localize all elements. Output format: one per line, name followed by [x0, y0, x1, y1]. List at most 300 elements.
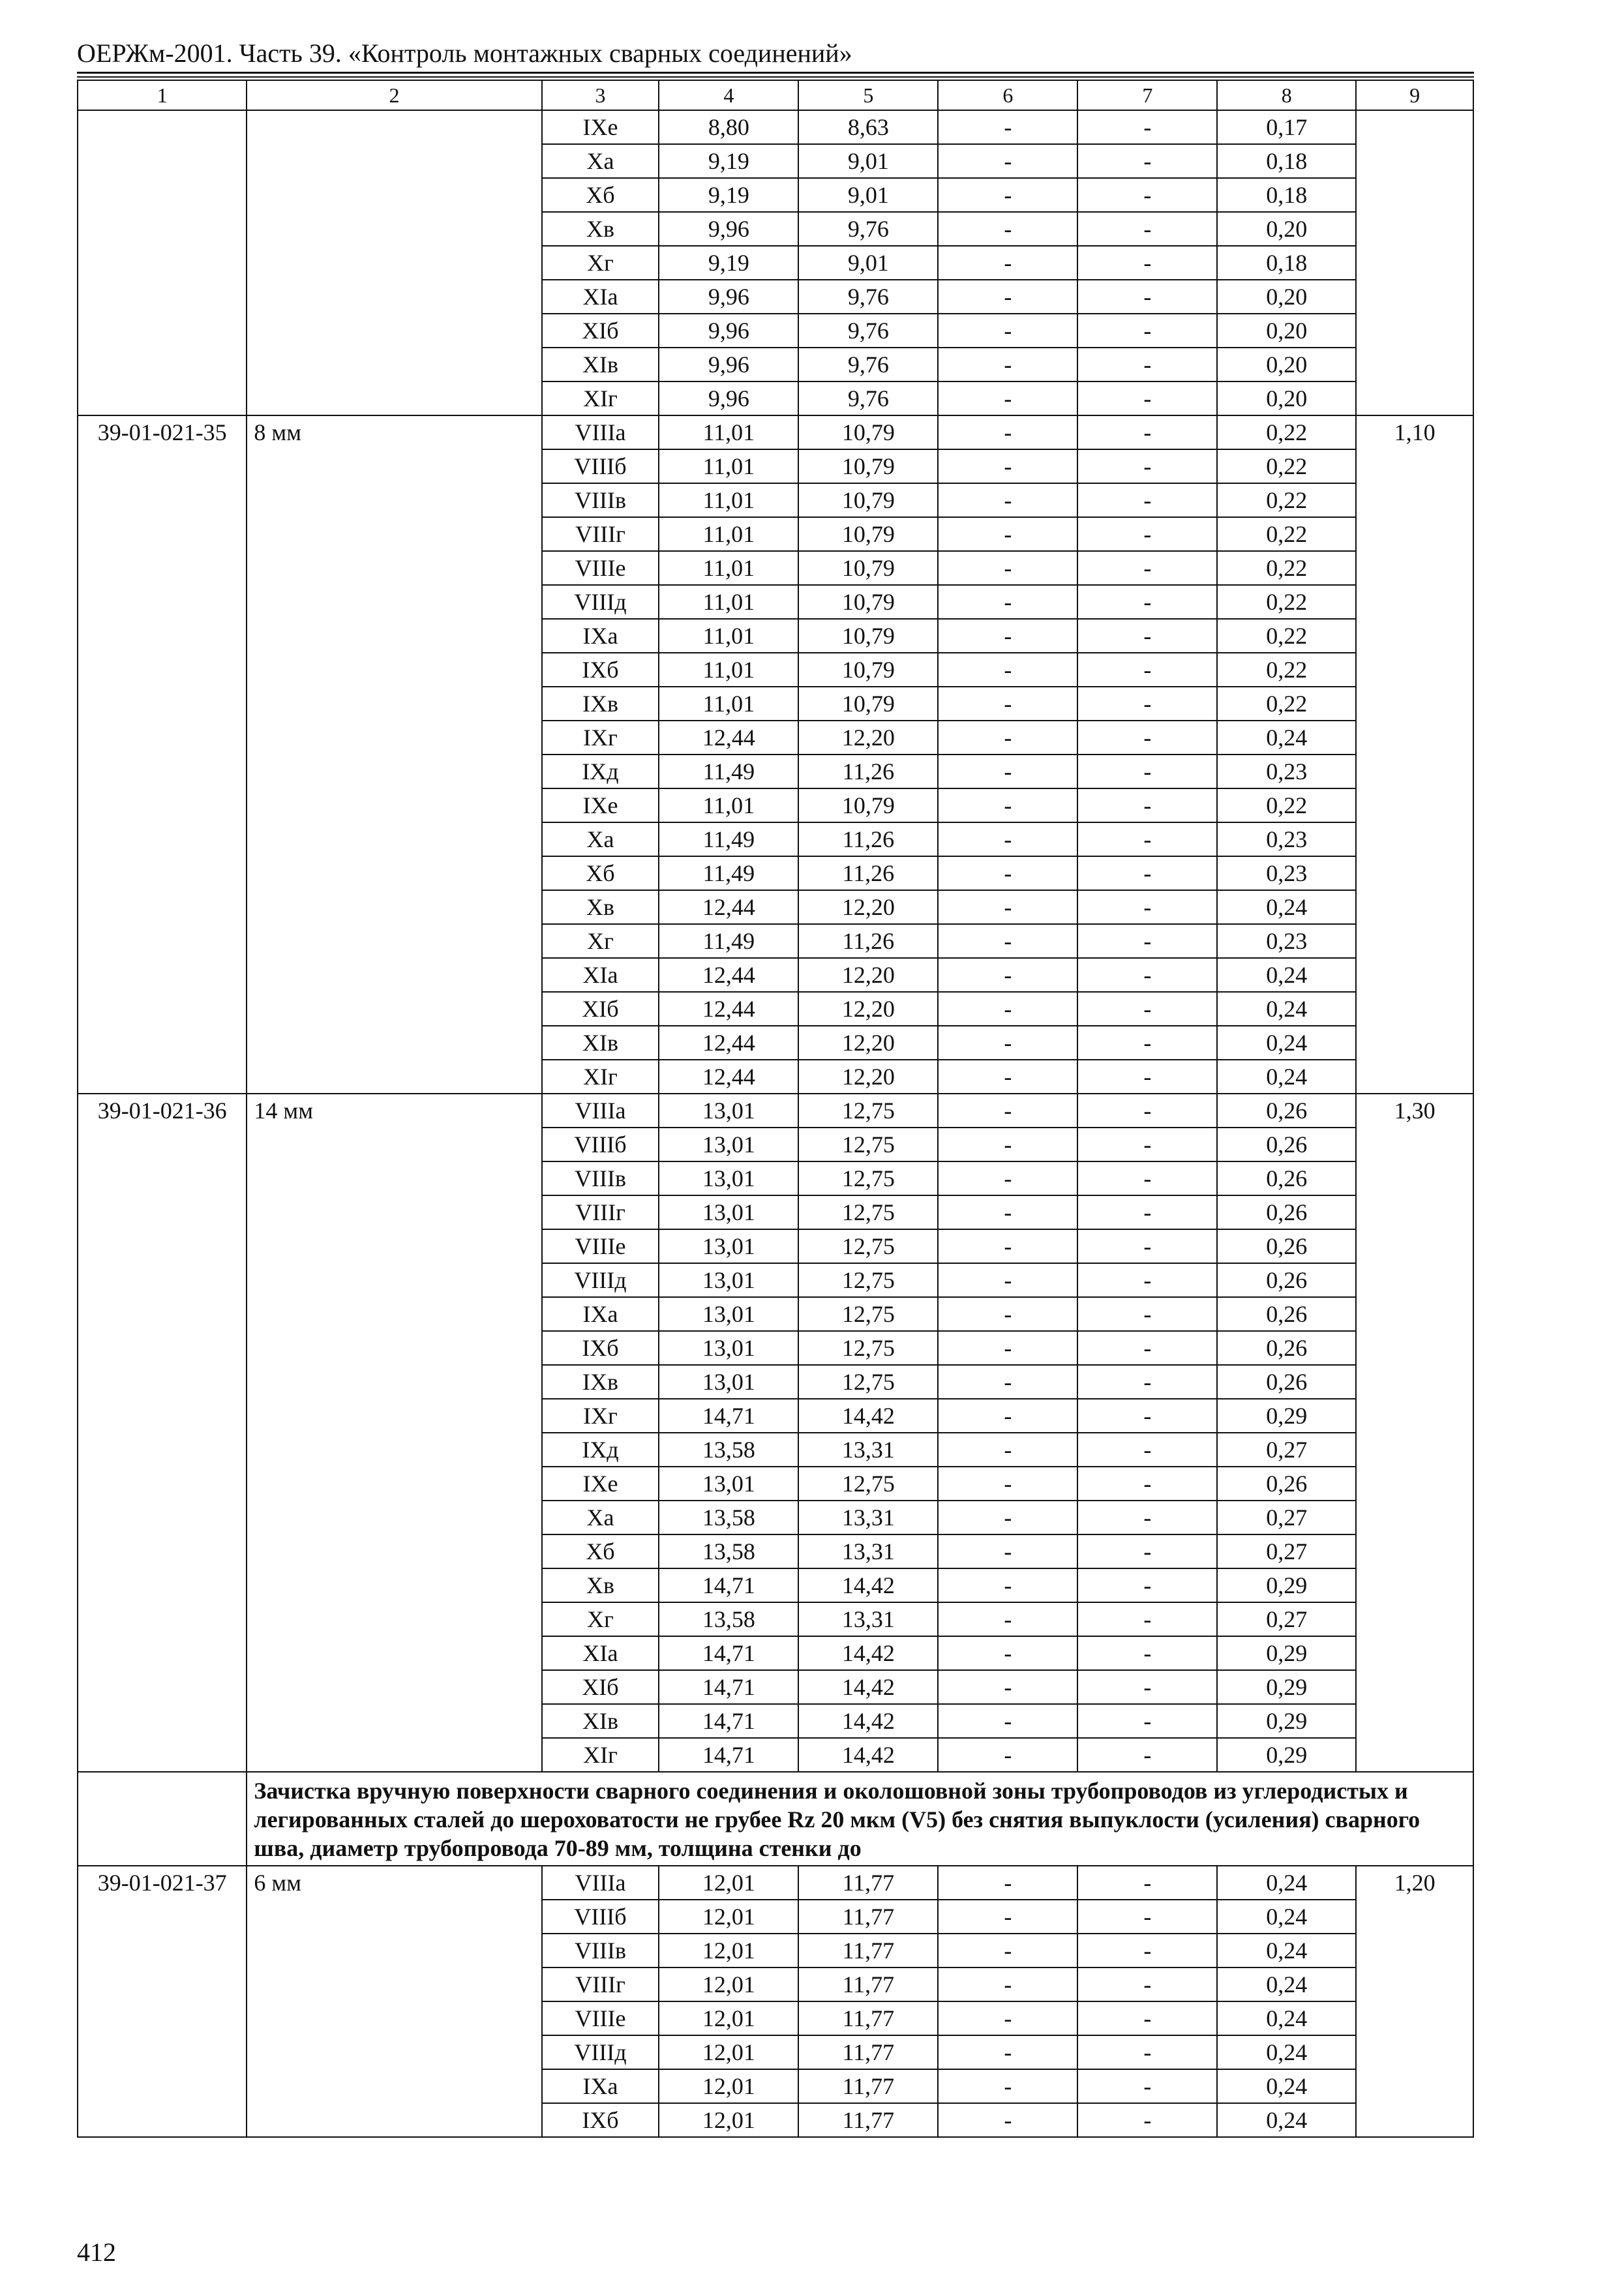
- machine-cost-cell: -: [938, 1866, 1077, 1900]
- labor-cost-cell: 12,75: [798, 1094, 938, 1128]
- direct-cost-cell: 13,01: [659, 1195, 798, 1229]
- direct-cost-cell: 14,71: [659, 1670, 798, 1704]
- materials-cost-cell: 0,27: [1217, 1602, 1356, 1636]
- category-cell: IXе: [542, 788, 659, 822]
- driver-wage-cell: -: [1077, 958, 1217, 992]
- driver-wage-cell: -: [1077, 1967, 1217, 2001]
- materials-cost-cell: 0,22: [1217, 449, 1356, 483]
- materials-cost-cell: 0,23: [1217, 822, 1356, 856]
- machine-cost-cell: -: [938, 144, 1077, 178]
- direct-cost-cell: 11,01: [659, 551, 798, 585]
- labor-cost-cell: 8,63: [798, 110, 938, 144]
- labor-cost-cell: 12,75: [798, 1331, 938, 1365]
- materials-cost-cell: 0,26: [1217, 1467, 1356, 1501]
- driver-wage-cell: -: [1077, 178, 1217, 212]
- machine-cost-cell: -: [938, 1636, 1077, 1670]
- labor-cost-cell: 14,42: [798, 1636, 938, 1670]
- materials-cost-cell: 0,22: [1217, 551, 1356, 585]
- materials-cost-cell: 0,24: [1217, 1866, 1356, 1900]
- materials-cost-cell: 0,27: [1217, 1501, 1356, 1534]
- machine-cost-cell: -: [938, 1568, 1077, 1602]
- category-cell: XIв: [542, 1026, 659, 1060]
- direct-cost-cell: 13,58: [659, 1433, 798, 1467]
- labor-cost-cell: 9,76: [798, 348, 938, 382]
- materials-cost-cell: 0,20: [1217, 314, 1356, 348]
- machine-cost-cell: -: [938, 1501, 1077, 1534]
- materials-cost-cell: 0,24: [1217, 1026, 1356, 1060]
- page-number: 412: [77, 2237, 116, 2267]
- labor-cost-cell: 10,79: [798, 415, 938, 449]
- driver-wage-cell: -: [1077, 1161, 1217, 1195]
- machine-cost-cell: -: [938, 2103, 1077, 2137]
- machine-cost-cell: -: [938, 1467, 1077, 1501]
- labor-cost-cell: 11,77: [798, 2001, 938, 2035]
- materials-cost-cell: 0,20: [1217, 280, 1356, 314]
- direct-cost-cell: 12,01: [659, 2103, 798, 2137]
- category-cell: IXв: [542, 1365, 659, 1399]
- category-cell: XIа: [542, 280, 659, 314]
- category-cell: IXд: [542, 1433, 659, 1467]
- materials-cost-cell: 0,24: [1217, 1934, 1356, 1967]
- category-cell: Xв: [542, 212, 659, 246]
- category-cell: XIб: [542, 992, 659, 1026]
- category-cell: Xг: [542, 924, 659, 958]
- materials-cost-cell: 0,24: [1217, 2001, 1356, 2035]
- direct-cost-cell: 9,96: [659, 348, 798, 382]
- driver-wage-cell: -: [1077, 382, 1217, 415]
- materials-cost-cell: 0,26: [1217, 1331, 1356, 1365]
- direct-cost-cell: 13,01: [659, 1128, 798, 1161]
- document-header-title: ОЕРЖм-2001. Часть 39. «Контроль монтажных сварных соединений»: [77, 38, 852, 68]
- driver-wage-cell: -: [1077, 415, 1217, 449]
- machine-cost-cell: -: [938, 1094, 1077, 1128]
- direct-cost-cell: 12,01: [659, 2001, 798, 2035]
- materials-cost-cell: 0,24: [1217, 992, 1356, 1026]
- materials-cost-cell: 0,22: [1217, 585, 1356, 619]
- machine-cost-cell: -: [938, 788, 1077, 822]
- driver-wage-cell: -: [1077, 890, 1217, 924]
- labor-cost-cell: 12,20: [798, 721, 938, 755]
- labor-cost-cell: 9,76: [798, 280, 938, 314]
- labor-cost-cell: 14,42: [798, 1568, 938, 1602]
- materials-cost-cell: 0,23: [1217, 755, 1356, 788]
- driver-wage-cell: -: [1077, 721, 1217, 755]
- category-cell: IXе: [542, 1467, 659, 1501]
- materials-cost-cell: 0,18: [1217, 246, 1356, 280]
- category-cell: IXд: [542, 755, 659, 788]
- labor-cost-cell: 11,26: [798, 924, 938, 958]
- labor-cost-cell: 13,31: [798, 1534, 938, 1568]
- machine-cost-cell: -: [938, 1195, 1077, 1229]
- direct-cost-cell: 12,01: [659, 1934, 798, 1967]
- materials-cost-cell: 0,26: [1217, 1094, 1356, 1128]
- category-cell: VIIIа: [542, 415, 659, 449]
- machine-cost-cell: -: [938, 1704, 1077, 1738]
- machine-cost-cell: -: [938, 314, 1077, 348]
- materials-cost-cell: 0,24: [1217, 2069, 1356, 2103]
- machine-cost-cell: -: [938, 992, 1077, 1026]
- category-cell: XIв: [542, 348, 659, 382]
- machine-cost-cell: -: [938, 2001, 1077, 2035]
- driver-wage-cell: -: [1077, 2069, 1217, 2103]
- category-cell: XIв: [542, 1704, 659, 1738]
- materials-cost-cell: 0,20: [1217, 212, 1356, 246]
- labor-cost-cell: 10,79: [798, 687, 938, 721]
- rate-code-cell: 39-01-021-36: [78, 1094, 247, 1772]
- section-heading: Зачистка вручную поверхности сварного соединения и околошовной зоны трубопроводов из углеродистых и легированных сталей до шероховатости не грубее Rz 20 мкм (V5) без снятия выпуклости (усиления) сварного шва, диаметр трубопровода 70-89 мм, толщина стенки до: [247, 1772, 1473, 1866]
- materials-cost-cell: 0,26: [1217, 1297, 1356, 1331]
- labor-cost-cell: 13,31: [798, 1602, 938, 1636]
- driver-wage-cell: -: [1077, 110, 1217, 144]
- machine-cost-cell: -: [938, 1297, 1077, 1331]
- driver-wage-cell: -: [1077, 1534, 1217, 1568]
- column-number: 2: [247, 80, 541, 110]
- direct-cost-cell: 13,01: [659, 1094, 798, 1128]
- materials-cost-cell: 0,20: [1217, 348, 1356, 382]
- labor-cost-cell: 11,77: [798, 1934, 938, 1967]
- labor-cost-cell: 12,75: [798, 1467, 938, 1501]
- materials-cost-cell: 0,24: [1217, 958, 1356, 992]
- direct-cost-cell: 11,49: [659, 755, 798, 788]
- direct-cost-cell: 14,71: [659, 1636, 798, 1670]
- direct-cost-cell: 12,44: [659, 958, 798, 992]
- direct-cost-cell: 9,19: [659, 178, 798, 212]
- driver-wage-cell: -: [1077, 1866, 1217, 1900]
- direct-cost-cell: 11,01: [659, 415, 798, 449]
- labor-cost-cell: 11,77: [798, 2069, 938, 2103]
- materials-cost-cell: 0,23: [1217, 856, 1356, 890]
- direct-cost-cell: 14,71: [659, 1704, 798, 1738]
- driver-wage-cell: -: [1077, 1738, 1217, 1772]
- labor-cost-cell: 9,76: [798, 314, 938, 348]
- labor-cost-cell: 12,75: [798, 1365, 938, 1399]
- machine-cost-cell: -: [938, 2035, 1077, 2069]
- direct-cost-cell: 12,01: [659, 2069, 798, 2103]
- driver-wage-cell: -: [1077, 1934, 1217, 1967]
- driver-wage-cell: -: [1077, 1365, 1217, 1399]
- machine-cost-cell: -: [938, 856, 1077, 890]
- machine-cost-cell: -: [938, 1365, 1077, 1399]
- category-cell: XIг: [542, 1738, 659, 1772]
- materials-cost-cell: 0,26: [1217, 1229, 1356, 1263]
- category-cell: IXв: [542, 687, 659, 721]
- table-row: [78, 110, 1473, 144]
- driver-wage-cell: -: [1077, 1501, 1217, 1534]
- direct-cost-cell: 14,71: [659, 1568, 798, 1602]
- direct-cost-cell: 13,01: [659, 1467, 798, 1501]
- driver-wage-cell: -: [1077, 653, 1217, 687]
- driver-wage-cell: -: [1077, 280, 1217, 314]
- category-cell: XIб: [542, 1670, 659, 1704]
- labor-cost-cell: 11,26: [798, 856, 938, 890]
- driver-wage-cell: -: [1077, 788, 1217, 822]
- labor-cost-cell: 12,20: [798, 992, 938, 1026]
- rates-table: [77, 80, 1474, 2138]
- direct-cost-cell: 13,01: [659, 1161, 798, 1195]
- rate-code-cell: [78, 110, 247, 415]
- labor-hours-cell: [1356, 110, 1473, 415]
- driver-wage-cell: -: [1077, 246, 1217, 280]
- category-cell: VIIIе: [542, 2001, 659, 2035]
- materials-cost-cell: 0,26: [1217, 1365, 1356, 1399]
- direct-cost-cell: 13,01: [659, 1263, 798, 1297]
- direct-cost-cell: 13,58: [659, 1602, 798, 1636]
- table-row: [78, 415, 1473, 449]
- materials-cost-cell: 0,18: [1217, 178, 1356, 212]
- machine-cost-cell: -: [938, 1229, 1077, 1263]
- category-cell: IXа: [542, 619, 659, 653]
- category-cell: XIб: [542, 314, 659, 348]
- labor-cost-cell: 11,77: [798, 1967, 938, 2001]
- driver-wage-cell: -: [1077, 348, 1217, 382]
- machine-cost-cell: -: [938, 517, 1077, 551]
- machine-cost-cell: -: [938, 1534, 1077, 1568]
- machine-cost-cell: -: [938, 958, 1077, 992]
- labor-cost-cell: 10,79: [798, 788, 938, 822]
- labor-cost-cell: 9,01: [798, 246, 938, 280]
- driver-wage-cell: -: [1077, 1094, 1217, 1128]
- category-cell: VIIIб: [542, 1128, 659, 1161]
- machine-cost-cell: -: [938, 449, 1077, 483]
- wall-thickness-cell: 14 мм: [247, 1094, 541, 1772]
- driver-wage-cell: -: [1077, 1568, 1217, 1602]
- driver-wage-cell: -: [1077, 1399, 1217, 1433]
- category-cell: IXб: [542, 653, 659, 687]
- driver-wage-cell: -: [1077, 2001, 1217, 2035]
- labor-cost-cell: 14,42: [798, 1738, 938, 1772]
- direct-cost-cell: 14,71: [659, 1738, 798, 1772]
- driver-wage-cell: -: [1077, 2035, 1217, 2069]
- driver-wage-cell: -: [1077, 1128, 1217, 1161]
- labor-hours-cell: 1,20: [1356, 1866, 1473, 2137]
- direct-cost-cell: 11,49: [659, 924, 798, 958]
- category-cell: Xа: [542, 1501, 659, 1534]
- category-cell: XIа: [542, 958, 659, 992]
- machine-cost-cell: -: [938, 2069, 1077, 2103]
- driver-wage-cell: -: [1077, 822, 1217, 856]
- direct-cost-cell: 14,71: [659, 1399, 798, 1433]
- machine-cost-cell: -: [938, 1060, 1077, 1094]
- driver-wage-cell: -: [1077, 1636, 1217, 1670]
- materials-cost-cell: 0,27: [1217, 1433, 1356, 1467]
- category-cell: VIIIг: [542, 1195, 659, 1229]
- driver-wage-cell: -: [1077, 585, 1217, 619]
- wall-thickness-cell: 8 мм: [247, 415, 541, 1094]
- labor-hours-cell: 1,10: [1356, 415, 1473, 1094]
- labor-cost-cell: 9,76: [798, 382, 938, 415]
- labor-cost-cell: 12,20: [798, 1060, 938, 1094]
- materials-cost-cell: 0,24: [1217, 2103, 1356, 2137]
- labor-cost-cell: 14,42: [798, 1670, 938, 1704]
- materials-cost-cell: 0,22: [1217, 788, 1356, 822]
- labor-cost-cell: 12,75: [798, 1128, 938, 1161]
- labor-cost-cell: 10,79: [798, 449, 938, 483]
- direct-cost-cell: 11,01: [659, 687, 798, 721]
- driver-wage-cell: -: [1077, 1229, 1217, 1263]
- labor-cost-cell: 10,79: [798, 653, 938, 687]
- column-number: 3: [542, 80, 659, 110]
- column-number: 7: [1077, 80, 1217, 110]
- column-number: 9: [1356, 80, 1473, 110]
- machine-cost-cell: -: [938, 1934, 1077, 1967]
- labor-cost-cell: 10,79: [798, 619, 938, 653]
- direct-cost-cell: 11,01: [659, 653, 798, 687]
- materials-cost-cell: 0,26: [1217, 1195, 1356, 1229]
- materials-cost-cell: 0,26: [1217, 1161, 1356, 1195]
- driver-wage-cell: -: [1077, 924, 1217, 958]
- column-number: 8: [1217, 80, 1356, 110]
- driver-wage-cell: -: [1077, 992, 1217, 1026]
- direct-cost-cell: 11,49: [659, 856, 798, 890]
- category-cell: VIIIв: [542, 483, 659, 517]
- labor-cost-cell: 14,42: [798, 1399, 938, 1433]
- materials-cost-cell: 0,27: [1217, 1534, 1356, 1568]
- direct-cost-cell: 12,01: [659, 2035, 798, 2069]
- category-cell: IXе: [542, 110, 659, 144]
- direct-cost-cell: 13,01: [659, 1229, 798, 1263]
- header-rule-thick: [77, 72, 1474, 74]
- direct-cost-cell: 12,01: [659, 1967, 798, 2001]
- materials-cost-cell: 0,22: [1217, 517, 1356, 551]
- direct-cost-cell: 12,44: [659, 721, 798, 755]
- machine-cost-cell: -: [938, 653, 1077, 687]
- driver-wage-cell: -: [1077, 1467, 1217, 1501]
- materials-cost-cell: 0,24: [1217, 1060, 1356, 1094]
- category-cell: IXб: [542, 1331, 659, 1365]
- category-cell: IXб: [542, 2103, 659, 2137]
- rates-table-body: [78, 80, 1473, 2137]
- direct-cost-cell: 12,44: [659, 992, 798, 1026]
- machine-cost-cell: -: [938, 585, 1077, 619]
- direct-cost-cell: 11,01: [659, 788, 798, 822]
- machine-cost-cell: -: [938, 551, 1077, 585]
- driver-wage-cell: -: [1077, 449, 1217, 483]
- labor-cost-cell: 9,76: [798, 212, 938, 246]
- labor-cost-cell: 9,01: [798, 144, 938, 178]
- machine-cost-cell: -: [938, 1331, 1077, 1365]
- column-number: 5: [798, 80, 938, 110]
- direct-cost-cell: 9,96: [659, 382, 798, 415]
- materials-cost-cell: 0,22: [1217, 415, 1356, 449]
- direct-cost-cell: 11,49: [659, 822, 798, 856]
- driver-wage-cell: -: [1077, 1195, 1217, 1229]
- machine-cost-cell: -: [938, 1128, 1077, 1161]
- machine-cost-cell: -: [938, 1026, 1077, 1060]
- column-number: 4: [659, 80, 798, 110]
- category-cell: XIа: [542, 1636, 659, 1670]
- labor-cost-cell: 10,79: [798, 483, 938, 517]
- labor-cost-cell: 11,26: [798, 822, 938, 856]
- labor-cost-cell: 11,77: [798, 2035, 938, 2069]
- driver-wage-cell: -: [1077, 1602, 1217, 1636]
- category-cell: VIIIб: [542, 1900, 659, 1934]
- category-cell: XIг: [542, 382, 659, 415]
- materials-cost-cell: 0,22: [1217, 653, 1356, 687]
- machine-cost-cell: -: [938, 890, 1077, 924]
- direct-cost-cell: 13,58: [659, 1501, 798, 1534]
- driver-wage-cell: -: [1077, 1331, 1217, 1365]
- machine-cost-cell: -: [938, 483, 1077, 517]
- direct-cost-cell: 11,01: [659, 585, 798, 619]
- category-cell: Xб: [542, 856, 659, 890]
- materials-cost-cell: 0,17: [1217, 110, 1356, 144]
- materials-cost-cell: 0,22: [1217, 687, 1356, 721]
- category-cell: Xа: [542, 144, 659, 178]
- labor-cost-cell: 12,75: [798, 1263, 938, 1297]
- driver-wage-cell: -: [1077, 687, 1217, 721]
- category-cell: VIIIе: [542, 1229, 659, 1263]
- direct-cost-cell: 11,01: [659, 449, 798, 483]
- labor-cost-cell: 11,77: [798, 1900, 938, 1934]
- labor-cost-cell: 10,79: [798, 585, 938, 619]
- labor-cost-cell: 9,01: [798, 178, 938, 212]
- wall-thickness-cell: [247, 110, 541, 415]
- labor-cost-cell: 12,75: [798, 1229, 938, 1263]
- machine-cost-cell: -: [938, 687, 1077, 721]
- driver-wage-cell: -: [1077, 1433, 1217, 1467]
- driver-wage-cell: -: [1077, 2103, 1217, 2137]
- machine-cost-cell: -: [938, 348, 1077, 382]
- machine-cost-cell: -: [938, 1263, 1077, 1297]
- machine-cost-cell: -: [938, 178, 1077, 212]
- driver-wage-cell: -: [1077, 144, 1217, 178]
- driver-wage-cell: -: [1077, 551, 1217, 585]
- machine-cost-cell: -: [938, 755, 1077, 788]
- materials-cost-cell: 0,29: [1217, 1399, 1356, 1433]
- driver-wage-cell: -: [1077, 619, 1217, 653]
- direct-cost-cell: 12,44: [659, 1060, 798, 1094]
- machine-cost-cell: -: [938, 415, 1077, 449]
- materials-cost-cell: 0,29: [1217, 1670, 1356, 1704]
- category-cell: Xг: [542, 1602, 659, 1636]
- category-cell: VIIIб: [542, 449, 659, 483]
- labor-cost-cell: 11,77: [798, 2103, 938, 2137]
- driver-wage-cell: -: [1077, 517, 1217, 551]
- direct-cost-cell: 12,01: [659, 1900, 798, 1934]
- driver-wage-cell: -: [1077, 1026, 1217, 1060]
- header-rule-thin: [77, 76, 1474, 78]
- machine-cost-cell: -: [938, 1399, 1077, 1433]
- section-heading-row: [78, 1772, 1473, 1866]
- machine-cost-cell: -: [938, 1433, 1077, 1467]
- labor-cost-cell: 12,75: [798, 1297, 938, 1331]
- materials-cost-cell: 0,26: [1217, 1128, 1356, 1161]
- machine-cost-cell: -: [938, 1161, 1077, 1195]
- driver-wage-cell: -: [1077, 314, 1217, 348]
- machine-cost-cell: -: [938, 382, 1077, 415]
- category-cell: VIIIа: [542, 1094, 659, 1128]
- labor-hours-cell: 1,30: [1356, 1094, 1473, 1772]
- materials-cost-cell: 0,20: [1217, 382, 1356, 415]
- labor-cost-cell: 12,20: [798, 890, 938, 924]
- category-cell: VIIIд: [542, 585, 659, 619]
- category-cell: VIIIв: [542, 1161, 659, 1195]
- category-cell: Xг: [542, 246, 659, 280]
- category-cell: VIIIд: [542, 2035, 659, 2069]
- category-cell: IXа: [542, 1297, 659, 1331]
- machine-cost-cell: -: [938, 110, 1077, 144]
- driver-wage-cell: -: [1077, 1263, 1217, 1297]
- category-cell: IXг: [542, 1399, 659, 1433]
- materials-cost-cell: 0,29: [1217, 1704, 1356, 1738]
- machine-cost-cell: -: [938, 619, 1077, 653]
- machine-cost-cell: -: [938, 280, 1077, 314]
- direct-cost-cell: 13,01: [659, 1331, 798, 1365]
- direct-cost-cell: 9,96: [659, 212, 798, 246]
- materials-cost-cell: 0,22: [1217, 619, 1356, 653]
- materials-cost-cell: 0,29: [1217, 1636, 1356, 1670]
- materials-cost-cell: 0,24: [1217, 721, 1356, 755]
